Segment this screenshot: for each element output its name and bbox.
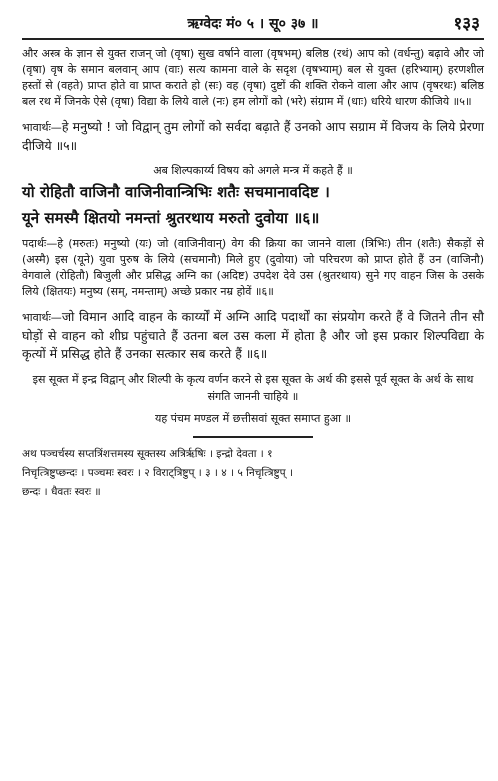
header-rule: [22, 38, 484, 40]
running-title: ऋग्वेदः मं० ५ । सू० ३७ ॥: [187, 16, 319, 32]
mantra-line-2: यूने समस्मै क्षितयो नमन्तां श्रुतरथाय मरुतो दुवोया ॥६॥: [22, 209, 320, 227]
bhavartha-text: हे मनुष्यो ! जो विद्वान् तुम लोगों को सर्वदा बढ़ाते हैं उनको आप सग्राम में विजय के लिये प्रेरणा दीजिये ॥५॥: [22, 119, 484, 153]
sukta-end-line: यह पंचम मण्डल में छत्तीसवां सूक्त समाप्त हुआ ॥: [154, 412, 352, 425]
sukta-summary: इस सूक्त में इन्द्र विद्वान् और शिल्पी के कृत्य वर्णन करने से इस सूक्त के अर्थ की इससे पूर्व सूक्त के अर्थ के साथ संगति जाननी चाहिये ॥: [32, 373, 474, 403]
bhavartha-6: [22, 308, 484, 363]
next-sukta-meta-3: छन्दः । धैवतः स्वरः ॥: [22, 486, 101, 498]
mantra-line-1: यो रोहितौ वाजिनौ वाजिनीवान्त्रिभिः शतैः सचमानावदिष्ट ।: [22, 183, 330, 201]
bhavartha-label: भावार्थः—: [22, 121, 62, 134]
padartha-text: हे (मरुतः) मनुष्यो (यः) जो (वाजिनीवान्) वेग की क्रिया का जानने वाला (त्रिभिः) तीन (शतैः) सैकड़ों से (अस्मै) इस (यूने) युवा पुरुष के लिये (सचमानौ) मिले हुए (दुवोया) जो परिचरण को प्राप्त होते हैं उन (वाजिनौ) वेगवाले (रोहितौ) बिजुली और प्रसिद्ध अग्नि का (अदिष्ट) उपदेश देवे उस (श्रुतरथाय) सुने गए वाहन जिस के उसके लिये (क्षितयः) मनुष्य (सम्, नमन्ताम्) अच्छे प्रकार नम्र होवें ॥६॥: [22, 237, 484, 298]
padartha-6: [22, 236, 484, 300]
next-sukta-meta-2: निचृत्त्रिष्टुप्छन्दः । पञ्चमः स्वरः । २ विराट्त्रिष्टुप् । ३ । ४ । ५ निचृत्त्रिष्टुप् ।: [22, 467, 293, 479]
page-number: १३३: [453, 14, 480, 34]
page-header: [22, 8, 484, 34]
page: [22, 8, 484, 501]
padartha-continued: और अस्त्र के ज्ञान से युक्त राजन् जो (वृषा) सुख वर्षाने वाला (वृषभम्) बलिष्ठ (रथं) आप को (वर्धन्तु) बढ़ावे और जो (वृषा) वृष के समान बलवान् आप (वाः) सत्य कामना वाले के सदृश (वृषभ्याम्) बल से युक्त (हरिभ्याम्) हरणशील हस्तों से (वहते) प्राप्त होते वा प्राप्त कराते हो (सः) वह (वृषा) दुष्टों की शक्ति रोकने वाला और आप (वृषरथः) बलिष्ठ बल रथ में जिनके ऐसे (वृषा) विद्या के लिये वाले (नः) हम लोगों को (भरे) संग्राम में (धाः) धरिये धारण कीजिये ॥५॥: [22, 47, 484, 108]
bhavartha-text: जो विमान आदि वाहन के कार्य्यों में अग्नि आदि पदार्थों का संप्रयोग करते हैं वे जितने तीन सौ घोड़ों से वाहन को शीघ्र पहुंचाते हैं उतना बल उस कला में होता है और जो इस प्रकार शिल्पविद्या के कृत्यों में प्रसिद्ध होते हैं उनका सत्कार सब करते हैं ॥६॥: [22, 309, 484, 361]
next-sukta-meta-1: अथ पञ्चर्चस्य सप्तत्रिंशत्तमस्य सूक्तस्य अत्रिर्ऋषिः । इन्द्रो देवता । १: [22, 448, 273, 460]
section-divider: [193, 436, 313, 438]
bhavartha-label: भावार्थः—: [22, 311, 62, 324]
mantra-intro: अब शिल्पकार्य्य विषय को अगले मन्त्र में कहते हैं ॥: [153, 164, 353, 177]
bhavartha-5: [22, 118, 484, 155]
padartha-label: पदार्थः—: [22, 237, 58, 250]
